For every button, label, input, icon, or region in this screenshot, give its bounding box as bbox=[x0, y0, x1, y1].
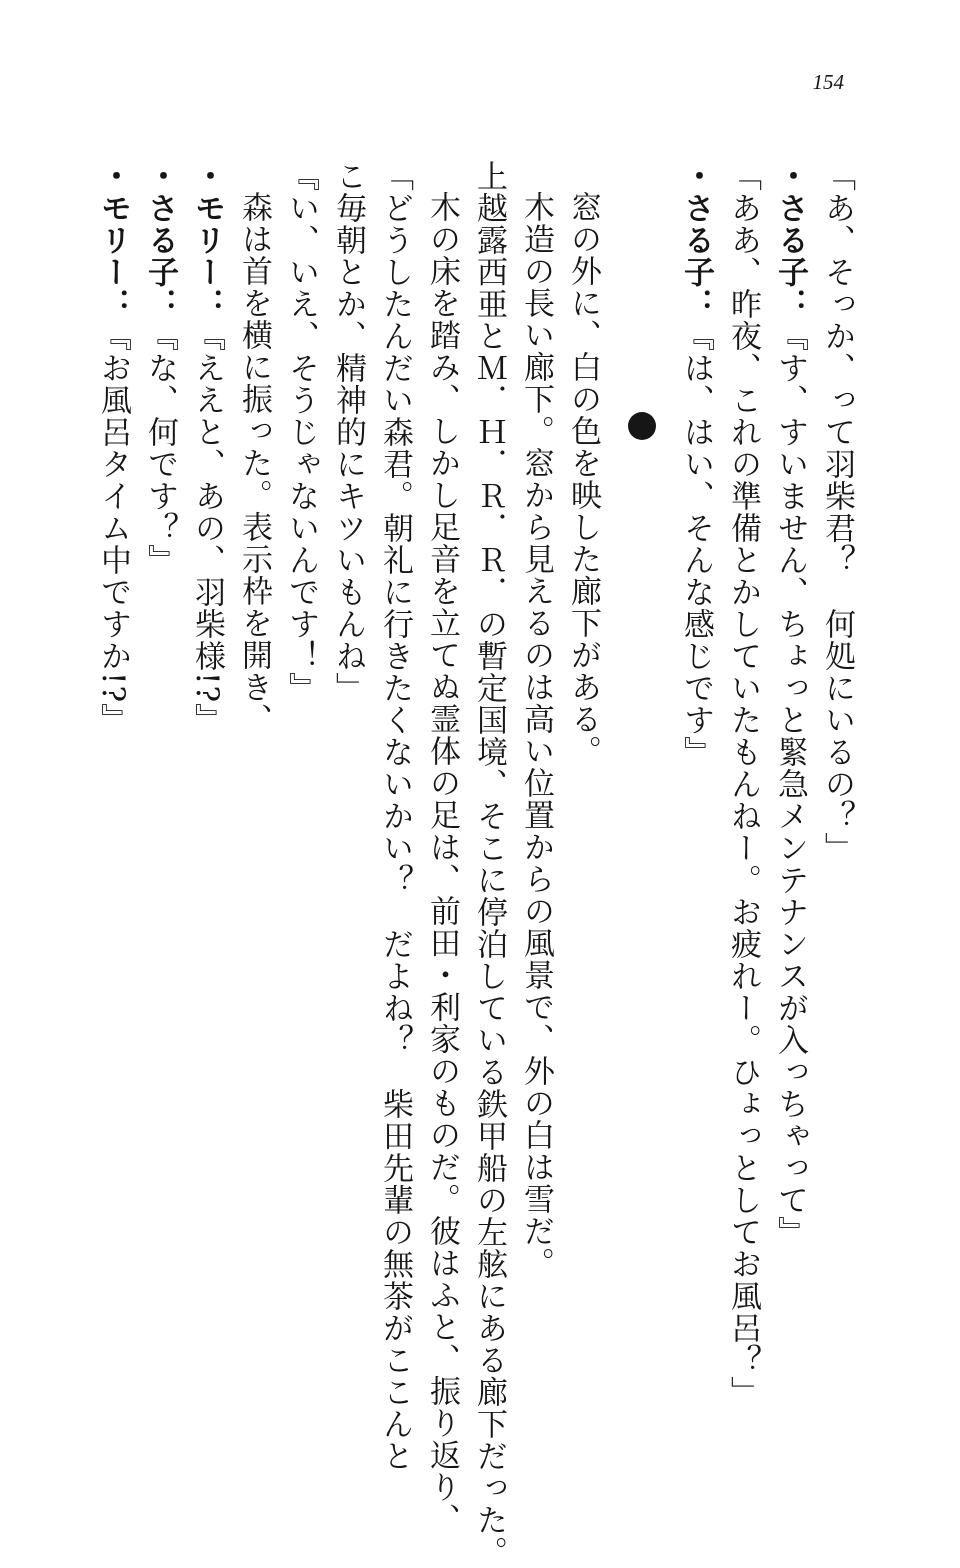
dialogue-line: 「ああ、昨夜、これの準備とかしていたもんねー。お疲れー。ひょっとしてお風呂？」 bbox=[725, 160, 761, 1408]
dialogue-line: 「どうしたんだい森君。朝礼に行きたくないかい？ だよね？ 柴田先輩の無茶がここんと bbox=[377, 160, 413, 1472]
dialogue-line: こ毎朝とか、精神的にキツいもんね」 bbox=[330, 160, 366, 704]
chat-line: ・さる子：『す、すいません、ちょっと緊急メンテナンスが入っちゃって』 bbox=[772, 160, 808, 1248]
speaker-label: ・さる子： bbox=[772, 160, 808, 320]
dialogue-line: 「あ、そっか、って羽柴君？ 何処にいるの？」 bbox=[819, 160, 855, 864]
section-gap bbox=[606, 160, 672, 1340]
narration-line: 森は首を横に振った。表示枠を開き、 bbox=[236, 191, 272, 735]
speaker-label: ・さる子： bbox=[678, 160, 714, 320]
chat-line: ・モリー：『お風呂タイム中ですか!?』 bbox=[95, 160, 131, 736]
narration-line: 木造の長い廊下。窓から見えるのは高い位置からの風景で、外の白は雪だ。 bbox=[518, 191, 554, 1279]
narration-line: 窓の外に、白の色を映した廊下がある。 bbox=[565, 191, 601, 767]
page-number: 154 bbox=[812, 70, 844, 94]
narration-line: 木の床を踏み、しかし足音を立てぬ霊体の足は、前田・利家のものだ。彼はふと、振り返り、 bbox=[424, 191, 460, 1535]
chat-line: ・さる子：『は、はい、そんな感じです』 bbox=[678, 160, 714, 768]
dialogue-line: 『い、いえ、そうじゃないんです！』 bbox=[283, 160, 319, 704]
speaker-label: ・モリー： bbox=[189, 160, 225, 320]
speaker-label: ・モリー： bbox=[95, 160, 131, 320]
chat-line: ・さる子：『な、何です？』 bbox=[142, 160, 178, 576]
chat-line: ・モリー：『ええと、あの、羽柴様!?』 bbox=[189, 160, 225, 736]
speaker-label: ・さる子： bbox=[142, 160, 178, 320]
body-text bbox=[89, 160, 860, 1568]
narration-line: 上越露西亜とＭ．Ｈ．Ｒ．Ｒ．の暫定国境、そこに停泊している鉄甲船の左舷にある廊下だった。 bbox=[471, 160, 507, 1568]
